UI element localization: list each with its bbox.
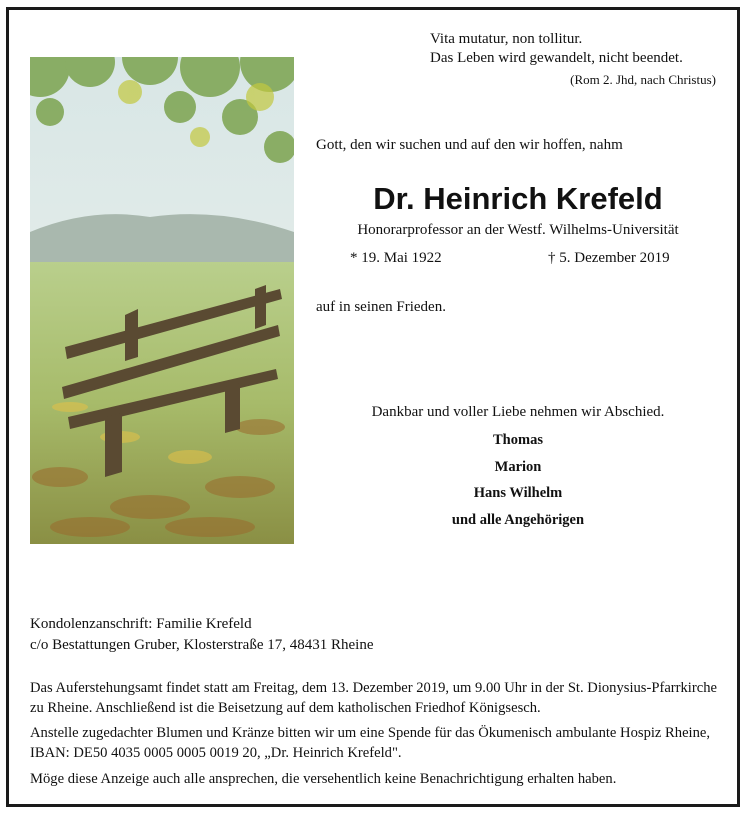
birth-date: * 19. Mai 1922: [350, 250, 442, 266]
donation-paragraph: Anstelle zugedachter Blumen und Kränze bitten wir um eine Spende für das Ökumenisch ambulante Hospiz Rheine, IBAN: DE50 4035 0005 0005 0019 20, „Dr. Heinrich Krefeld".: [30, 725, 711, 761]
mourner-name: Hans Wilhelm: [473, 485, 563, 501]
condolence-address-line: Kondolenzanschrift: Familie Krefeld: [30, 616, 252, 632]
mourner-name: und alle Angehörigen: [451, 512, 585, 528]
condolence-address-line: c/o Bestattungen Gruber, Klosterstraße 17, 48431 Rheine: [30, 637, 374, 653]
deceased-name: Dr. Heinrich Krefeld: [373, 181, 663, 216]
epigraph: [430, 30, 683, 68]
outro-text: auf in seinen Frieden.: [316, 299, 446, 315]
epigraph-source: (Rom 2. Jhd, nach Christus): [570, 72, 716, 87]
farewell-text: Dankbar und voller Liebe nehmen wir Abschied.: [371, 404, 665, 420]
service-paragraph: Das Auferstehungsamt findet statt am Freitag, dem 13. Dezember 2019, um 9.00 Uhr in der St. Dionysius-Pfarrkirche zu Rheine. Anschließend ist die Beisetzung auf dem katholischen Friedhof Königsesch.: [30, 680, 717, 716]
epigraph-latin: Vita mutatur, non tollitur.: [430, 31, 583, 47]
mourner-name: Thomas: [493, 432, 543, 448]
epigraph-german: Das Leben wird gewandelt, nicht beendet.: [430, 50, 683, 66]
deceased-title: Honorarprofessor an der Westf. Wilhelms-Universität: [357, 222, 679, 238]
bench-landscape-photo: [30, 57, 294, 544]
mourner-name: Marion: [494, 459, 542, 475]
intro-text: Gott, den wir suchen und auf den wir hoffen, nahm: [316, 137, 623, 153]
death-date: † 5. Dezember 2019: [548, 250, 670, 266]
notice-paragraph: Möge diese Anzeige auch alle ansprechen, die versehentlich keine Benachrichtigung erhalten haben.: [30, 771, 617, 787]
